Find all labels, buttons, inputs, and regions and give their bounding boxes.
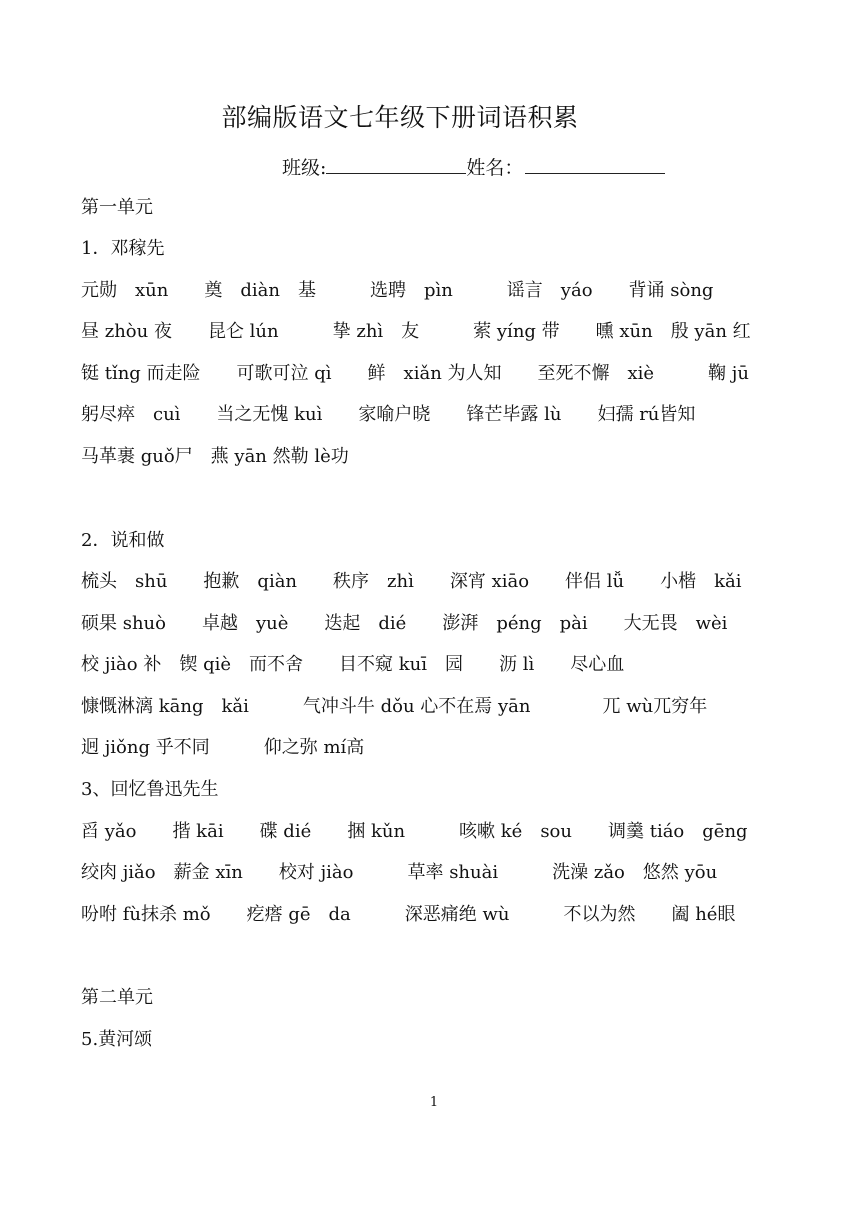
section-heading-unit-2: 第二单元: [81, 987, 153, 1008]
lesson-heading-3: 3、回忆鲁迅先生: [81, 779, 219, 800]
vocab-line: 绞肉 jiǎo 薪金 xīn 校对 jiào 草率 shuài 洗澡 zǎo 悠然 yōu: [81, 862, 718, 883]
vocab-line: 硕果 shuò 卓越 yuè 迭起 dié 澎湃 péng pài 大无畏 wèi: [81, 613, 728, 634]
vocab-line: 铤 tǐng 而走险 可歌可泣 qì 鲜 xiǎn 为人知 至死不懈 xiè 鞠 jū: [81, 363, 749, 384]
vocab-line: 校 jiào 补 锲 qiè 而不舍 目不窥 kuī 园 沥 lì 尽心血: [81, 654, 625, 675]
vocab-line: 昼 zhòu 夜 昆仑 lún 挚 zhì 友 萦 yíng 带 曛 xūn 殷 yān 红: [81, 321, 751, 342]
vocab-line: 舀 yǎo 揩 kāi 碟 dié 捆 kǔn 咳嗽 ké sou 调羹 tiáo gēng: [81, 821, 748, 842]
vocab-line: 吩咐 fù抹杀 mǒ 疙瘩 gē da 深恶痛绝 wù 不以为然 阖 hé眼: [81, 904, 736, 925]
lesson-heading-5: 5.黄河颂: [81, 1029, 153, 1050]
lesson-heading-1: 1．邓稼先: [81, 238, 165, 259]
vocab-line: 梳头 shū 抱歉 qiàn 秩序 zhì 深宵 xiāo 伴侣 lǚ 小楷 kǎi: [81, 571, 742, 592]
name-blank: [525, 155, 665, 174]
vocab-line: 躬尽瘁 cuì 当之无愧 kuì 家喻户晓 锋芒毕露 lù 妇孺 rú皆知: [81, 404, 696, 425]
document-title: 部编版语文七年级下册词语积累: [221, 103, 579, 132]
class-blank: [326, 155, 466, 174]
vocab-line: 元勋 xūn 奠 diàn 基 选聘 pìn 谣言 yáo 背诵 sòng: [81, 280, 714, 301]
vocab-line: 慷慨淋漓 kāng kǎi 气冲斗牛 dǒu 心不在焉 yān 兀 wù兀穷年: [81, 696, 708, 717]
vocab-line: 马革裹 guǒ尸 燕 yān 然勒 lè功: [81, 446, 349, 467]
class-name-fields: [282, 154, 665, 182]
name-label: 姓名：: [466, 157, 524, 179]
class-label: 班级:: [282, 157, 327, 179]
section-heading-unit-1: 第一单元: [81, 197, 153, 218]
vocab-line: 迥 jiǒng 乎不同 仰之弥 mí高: [81, 737, 365, 758]
page-number: 1: [429, 1095, 439, 1110]
lesson-heading-2: 2．说和做: [81, 530, 165, 551]
